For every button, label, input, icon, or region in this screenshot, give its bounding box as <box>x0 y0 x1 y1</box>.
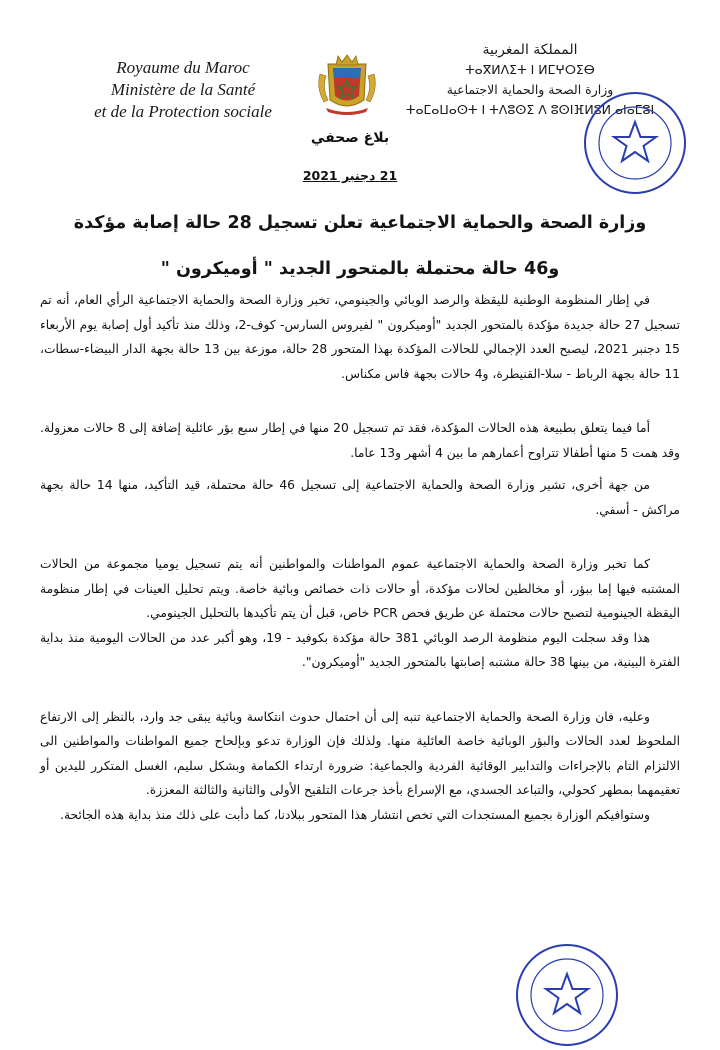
ministry-stamp-icon <box>580 88 690 198</box>
header-tifinagh-kingdom: ⵜⴰⴳⵍⴷⵉⵜ ⵏ ⵍⵎⵖⵔⵉⴱ <box>465 62 595 77</box>
header-tifinagh-ministry: ⵜⴰⵎⴰⵡⴰⵙⵜ ⵏ ⵜⴷⵓⵙⵉ ⴷ ⵓⵙⵏⴼⵍⵓⵍ ⴰⵏⴰⵎⵓⵏ <box>405 102 655 117</box>
header-fr-kingdom: Royaume du Maroc <box>116 58 250 77</box>
paragraph-surveillance: كما تخبر وزارة الصحة والحماية الاجتماعية عموم المواطنات والمواطنين أنه يتم تسجيل يوميا مجموعة من الحالات المشتبه فيها إما ببؤر، أو مخالطين لحالات مؤكدة، أو حالات ذات خصائص وبائية خاصة. ويتم تحليل العينات في إطار منظومة اليقظة الجينومية لتصبح حالات محتملة عن طريق فحص PCR خاص، قبل أن يتم تأكيدها بالتحليل الجينومي. <box>40 557 680 620</box>
paragraph-probable-cases: من جهة أخرى، تشير وزارة الصحة والحماية الاجتماعية إلى تسجيل 46 حالة محتملة، قيد التأكيد، منها 14 حالة بجهة مراكش - أسفي. <box>40 478 680 517</box>
paragraph-recommendations: وعليه، فان وزارة الصحة والحماية الاجتماعية تنبه إلى أن احتمال حدوث انتكاسة وبائية يبقى جد وارد، بالنظر إلى الارتفاع الملحوظ لعدد الحالات والبؤر الوبائية خاصة العائلية منها. ولذلك فإن الوزارة تدعو وبإلحاح جميع المواطنات والمواطنين الى الالتزام التام بالإجراءات والتدابير الوقائية الفردية والجماعية: ضرورة ارتداء الكمامة وبشكل سليم، الغسل المتكرر لليدين أو تعقيمهما بمطهر كحولي، والتباعد الجسدي، مع الإسراع بأخذ جرعات التلقيح الأولى والثانية والثالثة المعززة. <box>40 709 680 797</box>
headline-line-2: و46 حالة محتملة بالمتحور الجديد " أوميكرون " <box>160 259 560 279</box>
headline-line-1: وزارة الصحة والحماية الاجتماعية تعلن تسجيل 28 حالة إصابة مؤكدة <box>73 213 647 233</box>
paragraph-confirmed-cases: في إطار المنظومة الوطنية لليقظة والرصد الوبائي والجينومي، تخبر وزارة الصحة والحماية الاجتماعية الرأي العام، أنه تم تسجيل 27 حالة جديدة مؤكدة بالمتحور الجديد "أوميكرون " لفيروس السارس- كوف-2، وذلك منذ تأكيد أول إصابة يوم الأربعاء 15 دجنبر 2021، ليصبح العدد الإجمالي للحالات المؤكدة بهذا المتحور 28 حالة، موزعة بين 13 حالة بجهة الدار البيضاء-سطات، 11 حالة بجهة الرباط - سلا-القنيطرة، و4 حالات بجهة فاس مكناس. <box>40 293 681 381</box>
header-ar-ministry: وزارة الصحة والحماية الاجتماعية <box>446 82 614 97</box>
release-date: 21 دجنبر 2021 <box>302 168 398 183</box>
coat-of-arms-icon <box>314 52 380 118</box>
paragraph-daily-count: هذا وقد سجلت اليوم منظومة الرصد الوبائي 381 حالة مؤكدة بكوفيد - 19، وهو أكبر عدد من الحالات اليومية منذ بداية الفترة البينية، من بينها 38 حالة مشتبه إصابتها بالمتحور الجديد "أوميكرون". <box>40 630 680 669</box>
header-fr-ministry: Ministère de la Santé <box>110 80 256 99</box>
press-release-label: بلاغ صحفي <box>310 130 390 146</box>
paragraph-case-nature: أما فيما يتعلق بطبيعة هذه الحالات المؤكدة، فقد تم تسجيل 20 منها في إطار سبع بؤر عائلية إضافة إلى 8 حالات معزولة. وقد همت 5 منها أطفالا تتراوح أعمارهم ما بين 4 أشهر و13 عاما. <box>40 421 680 460</box>
headline <box>70 200 650 292</box>
header-french <box>78 57 288 123</box>
paragraph-closing: وستوافيكم الوزارة بجميع المستجدات التي تخص انتشار هذا المتحور ببلادنا، كما دأبت على ذلك منذ بداية هذه الجائحة. <box>60 807 650 822</box>
ministry-stamp-bottom-icon <box>512 940 622 1050</box>
release-body <box>40 288 680 827</box>
header-fr-protection: et de la Protection sociale <box>94 102 272 121</box>
header-ar-kingdom: المملكة المغربية <box>482 42 578 58</box>
